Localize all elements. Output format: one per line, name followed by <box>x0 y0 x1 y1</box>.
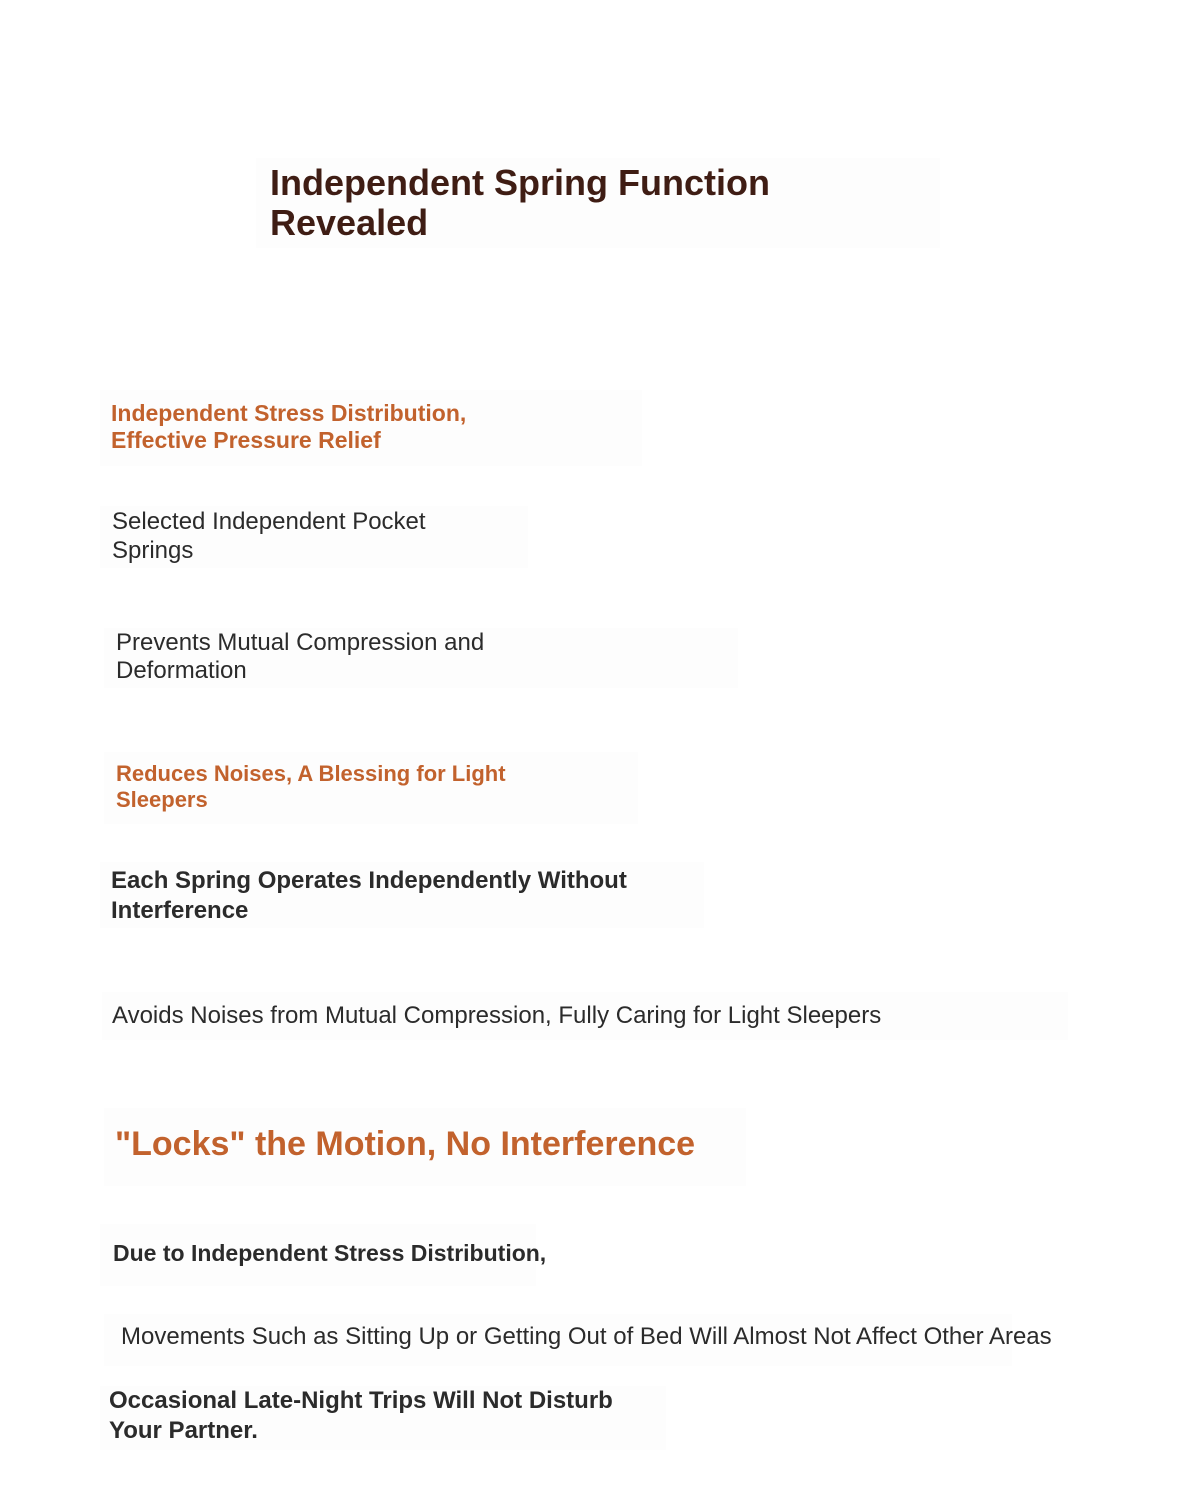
text-late-night-trips: Occasional Late-Night Trips Will Not Disturb Your Partner. <box>109 1387 613 1444</box>
text-pocket-springs: Selected Independent Pocket Springs <box>112 508 426 564</box>
heading-pressure-relief: Independent Stress Distribution, Effective Pressure Relief <box>111 400 467 453</box>
text-due-to-stress: Due to Independent Stress Distribution, <box>113 1240 547 1266</box>
heading-locks-motion: "Locks" the Motion, No Interference <box>115 1125 696 1163</box>
text-operates-independently: Each Spring Operates Independently Without Interference <box>111 867 627 924</box>
text-movements: Movements Such as Sitting Up or Getting Out of Bed Will Almost Not Affect Other Areas <box>121 1323 1052 1350</box>
page-title: Independent Spring Function Revealed <box>270 162 770 243</box>
text-avoids-noises: Avoids Noises from Mutual Compression, Fully Caring for Light Sleepers <box>112 1002 882 1029</box>
text-prevents-compression: Prevents Mutual Compression and Deformation <box>116 629 485 684</box>
heading-reduces-noises: Reduces Noises, A Blessing for Light Sleepers <box>116 761 506 812</box>
